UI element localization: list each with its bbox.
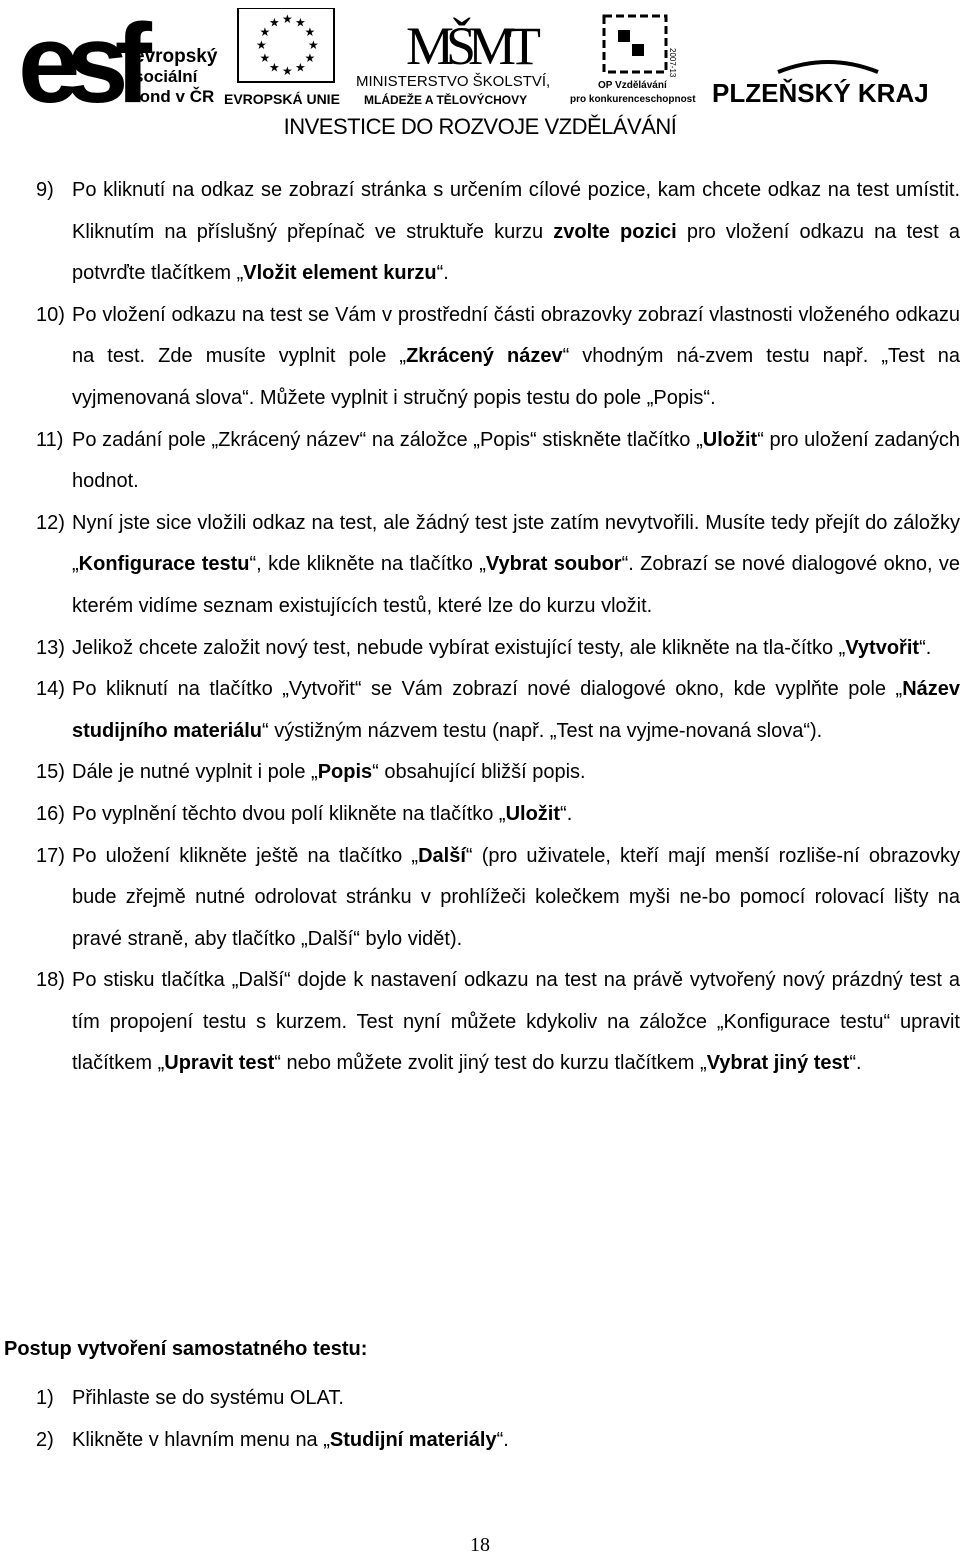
item-number: 12) (36, 511, 65, 534)
item-number: 9) (36, 179, 54, 201)
list-item (0, 628, 960, 670)
op-vk-logo (570, 14, 702, 106)
eu-star-icon: ★ (282, 64, 293, 78)
op-line2: pro konkurenceschopnost (570, 94, 696, 105)
eu-star-icon: ★ (295, 60, 306, 75)
eu-star-icon: ★ (304, 25, 316, 39)
msmt-line2: MLÁDEŽE A TĚLOVÝCHOVY (364, 93, 528, 107)
item-number: 11) (36, 428, 64, 451)
item-number: 16) (36, 802, 65, 825)
kraj-label: PLZEŇSKÝ KRAJ (712, 78, 929, 108)
item-number: 14) (36, 678, 65, 701)
item-text: Po vyplnění těchto dvou polí klikněte na tlačítko „Uložit“. (72, 802, 573, 825)
item-text: Po uložení klikněte ještě na tlačítko „Další“ (pro uživatele, kteří mají menší rozliše-ní obrazovky bude zřejmě nutné odrolovat stránku v prohlížeči kolečkem myši ne-bo pomocí rolovací lišty na pravé straně, aby tlačítko „Další“ bylo vidět). (72, 844, 960, 950)
item-text: Přihlaste se do systému OLAT. (72, 1387, 344, 1409)
list-item (0, 1378, 960, 1420)
list-item (0, 836, 960, 961)
esf-letters: esf (18, 8, 138, 108)
eu-star-icon: ★ (269, 60, 280, 75)
eu-label: EVROPSKÁ UNIE (224, 91, 340, 107)
esf-line1: evropský (134, 46, 218, 67)
eu-star-icon: ★ (308, 38, 319, 52)
list-item (0, 669, 960, 752)
eu-star-icon: ★ (256, 38, 267, 52)
list-item (0, 503, 960, 628)
item-text: Nyní jste sice vložili odkaz na test, ale žádný test jste zatím nevytvořili. Musíte tedy přejít do záložky „Konfigurace testu“, kde klikněte na tlačítko „Vybrat soubor“. Zobrazí se nové dialogové okno, ve kterém vidíme seznam existujících testů, které lze do kurzu vložit. (72, 511, 960, 617)
page-number: 18 (470, 1534, 490, 1556)
eu-star-icon: ★ (304, 51, 316, 65)
item-number: 13) (36, 636, 65, 659)
item-text: Po vložení odkazu na test se Vám v prostřední části obrazovky zobrazí vlastnosti vloženého odkazu na test. Zde musíte vyplnit pole „Zkrácený název“ vhodným ná-zvem testu např. „Test na vyjmenovaná slova“. Můžete vyplnit i stručný popis testu do pole „Popis“. (72, 303, 960, 409)
msmt-logo (350, 2, 565, 108)
numbered-list (0, 170, 960, 1085)
esf-logo (18, 8, 218, 108)
item-text: Jelikož chcete založit nový test, nebude vybírat existující testy, ale klikněte na tla-čítko „Vytvořit“. (72, 636, 932, 659)
list-item (0, 752, 960, 794)
list-item (0, 794, 960, 836)
item-text: Dále je nutné vyplnit i pole „Popis“ obsahující bližší popis. (72, 761, 586, 784)
list-item (0, 1420, 960, 1462)
msmt-line1: MINISTERSTVO ŠKOLSTVÍ, (356, 73, 551, 90)
eu-flag-logo (224, 8, 346, 108)
esf-line3: fond v ČR (134, 87, 215, 106)
plzensky-kraj-logo (708, 50, 948, 110)
item-number: 17) (36, 844, 65, 867)
item-text: Klikněte v hlavním menu na „Studijní materiály“. (72, 1428, 509, 1451)
esf-line2: sociální (134, 67, 198, 86)
eu-star-icon: ★ (269, 15, 280, 30)
item-number: 1) (36, 1387, 54, 1409)
item-number: 10) (36, 303, 65, 326)
item-number: 18) (36, 969, 65, 992)
section-heading: Postup vytvoření samostatného testu: (4, 1338, 368, 1360)
op-line1: OP Vzdělávání (598, 80, 667, 91)
msmt-mark: MŠMT (406, 16, 534, 76)
item-text: Po kliknutí na odkaz se zobrazí stránka s určením cílové pozice, kam chcete odkaz na test umístit. Kliknutím na příslušný přepínač ve struktuře kurzu zvolte pozici pro vložení odkazu na test a potvrďte tlačítkem „Vložit element kurzu“. (72, 179, 960, 285)
eu-star-icon: ★ (259, 51, 271, 65)
list-item (0, 295, 960, 420)
item-text: Po zadání pole „Zkrácený název“ na záložce „Popis“ stiskněte tlačítko „Uložit“ pro uložení zadaných hodnot. (72, 428, 960, 493)
eu-star-icon: ★ (259, 25, 271, 39)
logo-header (0, 0, 960, 145)
op-years: 2007-13 (668, 48, 677, 78)
eu-star-icon: ★ (295, 15, 306, 30)
item-text: Po stisku tlačítka „Další“ dojde k nastavení odkazu na test na právě vytvořený nový prázdný test a tím propojení testu s kurzem. Test nyní můžete kdykoliv na záložce „Konfigurace testu“ upravit tlačítkem „Upravit test“ nebo můžete zvolit jiný test do kurzu tlačítkem „Vybrat jiný test“. (72, 969, 960, 1075)
item-text: Po kliknutí na tlačítko „Vytvořit“ se Vám zobrazí nové dialogové okno, kde vyplňte pole „Název studijního materiálu“ výstižným názvem testu (např. „Test na vyjme-novaná slova“). (72, 678, 960, 742)
invest-slogan: INVESTICE DO ROZVOJE VZDĚLÁVÁNÍ (283, 114, 677, 139)
eu-star-icon: ★ (282, 12, 293, 26)
numbered-list-2 (0, 1378, 960, 1461)
item-number: 15) (36, 761, 65, 784)
list-item (0, 170, 960, 295)
item-number: 2) (36, 1428, 54, 1451)
list-item (0, 960, 960, 1085)
list-item (0, 420, 960, 503)
